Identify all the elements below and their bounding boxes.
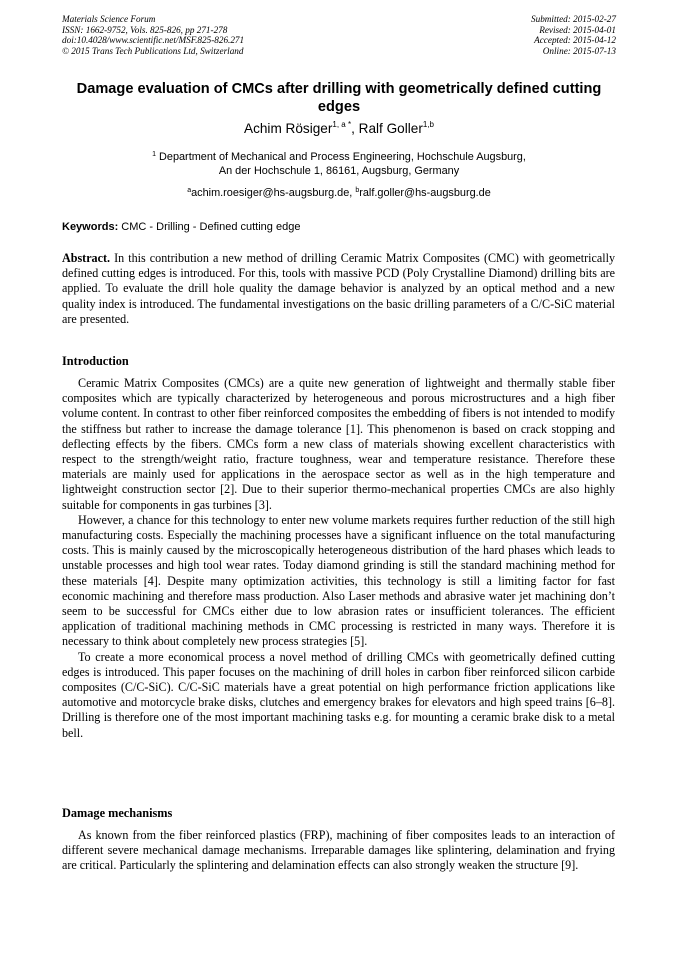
keywords-label: Keywords: [62,221,119,233]
abstract [62,251,615,327]
online-date: Online: 2015-07-13 [542,45,616,56]
author-affiliation-mark: 1, a * [332,120,352,129]
author-name: Ralf Goller [358,121,423,136]
journal-info [62,14,244,56]
abstract-text: In this contribution a new method of drilling Ceramic Matrix Composites (CMC) with geometrically defined cutting edges is introduced. For this, tools with massive PCD (Poly Crystalline Diamond) drilling bits are applied. To evaluate the drill hole quality the damage behavior is analyzed by an optical method and a new quality index is introduced. The fundamental investigations on the basic drilling parameters of a C/C-SiC material are presented. [62,251,615,326]
accepted-date: Accepted: 2015-04-12 [534,35,616,46]
email-link[interactable]: achim.roesiger@hs-augsburg.de [191,187,350,199]
abstract-label: Abstract. [62,251,111,265]
keywords [62,220,616,234]
email-separator: , [349,187,356,199]
introduction-body [62,376,615,741]
journal-name: Materials Science Forum [62,14,156,24]
paragraph: Ceramic Matrix Composites (CMCs) are a quite new generation of lightweight and thermally stable fiber composites which are typically characterized by heterogeneous and porous microstructures and a high fiber volume content. In contrast to other fiber reinforced composites the embedding of fibers is not intended to modify the stiffness but rather to increase the damage tolerance [1]. This phenomenon is based on crack stopping and deflecting effects by the fibers. CMCs form a new class of materials showing excellent characteristics with respect to the strength/weight ratio, fracture toughness, wear and temperature resistance. Therefore these materials are mainly used for applications in the aerospace sector as well as in the high temperature and lightweight construction sector [2]. Due to their superior thermo-mechanical properties CMCs are also highly suitable for components in gas turbines [3]. [62,376,615,512]
affiliation-address: An der Hochschule 1, 86161, Augsburg, Germany [218,165,460,177]
issn-line: ISSN: 1662-9752, Vols. 825-826, pp 271-278 [62,24,228,35]
copyright-line: © 2015 Trans Tech Publications Ltd, Switzerland [62,45,244,56]
email-link[interactable]: ralf.goller@hs-augsburg.de [359,187,491,199]
author-separator: , [351,121,359,136]
email-mark: b [355,187,360,194]
paragraph: However, a chance for this technology to enter new volume markets requires further reduction of the still high manufacturing costs. Especially the machining processes have a significant influence on the total manufacturing costs. This is mainly caused by the microscopically heterogeneous distribution of the hard phases which leads to unstable processes and high tool wear rates. Today diamond grinding is still the standard machining method for these materials [4]. Despite many optimization activities, this technology is still a limiting factor for fast economic machining and therefore mass production. Also Laser methods and abrasive water jet machining don’t seem to be successful for CMCs either due to low abrasion rates or insufficient tolerances. The efficient application of traditional machining methods in CMC processing is restricted in many ways. Therefore it is necessary to think about completely new process strategies [5]. [62,512,615,649]
paragraph: As known from the fiber reinforced plastics (FRP), machining of fiber composites leads to an interaction of different severe mechanical damage mechanisms. Irreparable damages like splintering, delamination and frying are critical. Particularly the splintering and delamination effects can also strongly weaken the structure [9]. [62,828,615,873]
author-name: Achim Rösiger [244,121,333,136]
submitted-date: Submitted: 2015-02-27 [531,14,616,24]
author-emails [62,186,616,200]
damage-mechanisms-body [62,828,615,874]
author-affiliation-mark: 1,b [422,120,434,129]
affiliation-mark: 1 [152,151,156,158]
section-heading-damage-mechanisms: Damage mechanisms [62,806,173,820]
affiliation [62,150,616,178]
revised-date: Revised: 2015-04-01 [539,24,616,35]
affiliation-line [62,150,616,164]
affiliation-department: Department of Mechanical and Process Engineering, Hochschule Augsburg, [156,151,526,163]
keywords-text: CMC - Drilling - Defined cutting edge [118,221,301,233]
doi-line: doi:10.4028/www.scientific.net/MSF.825-826.271 [62,35,245,46]
paper-title: Damage evaluation of CMCs after drilling with geometrically defined cutting edges [76,81,602,115]
author-list [62,121,616,137]
paragraph: To create a more economical process a novel method of drilling CMCs with geometrically defined cutting edges is introduced. This paper focuses on the machining of drill holes in carbon fiber reinforced silicon carbide composites (C/C-SiC). C/C-SiC materials have a great potential on high performance friction applications like automotive and motorcycle brake disks, clutches and emergency brakes for elevators and high speed trains [6–8]. Drilling is therefore one of the most important machining tasks e.g. for mounting a ceramic brake disk to a metal bell. [62,649,615,740]
email-mark: a [187,187,192,194]
section-heading-introduction: Introduction [62,354,129,368]
publication-dates [531,14,616,56]
